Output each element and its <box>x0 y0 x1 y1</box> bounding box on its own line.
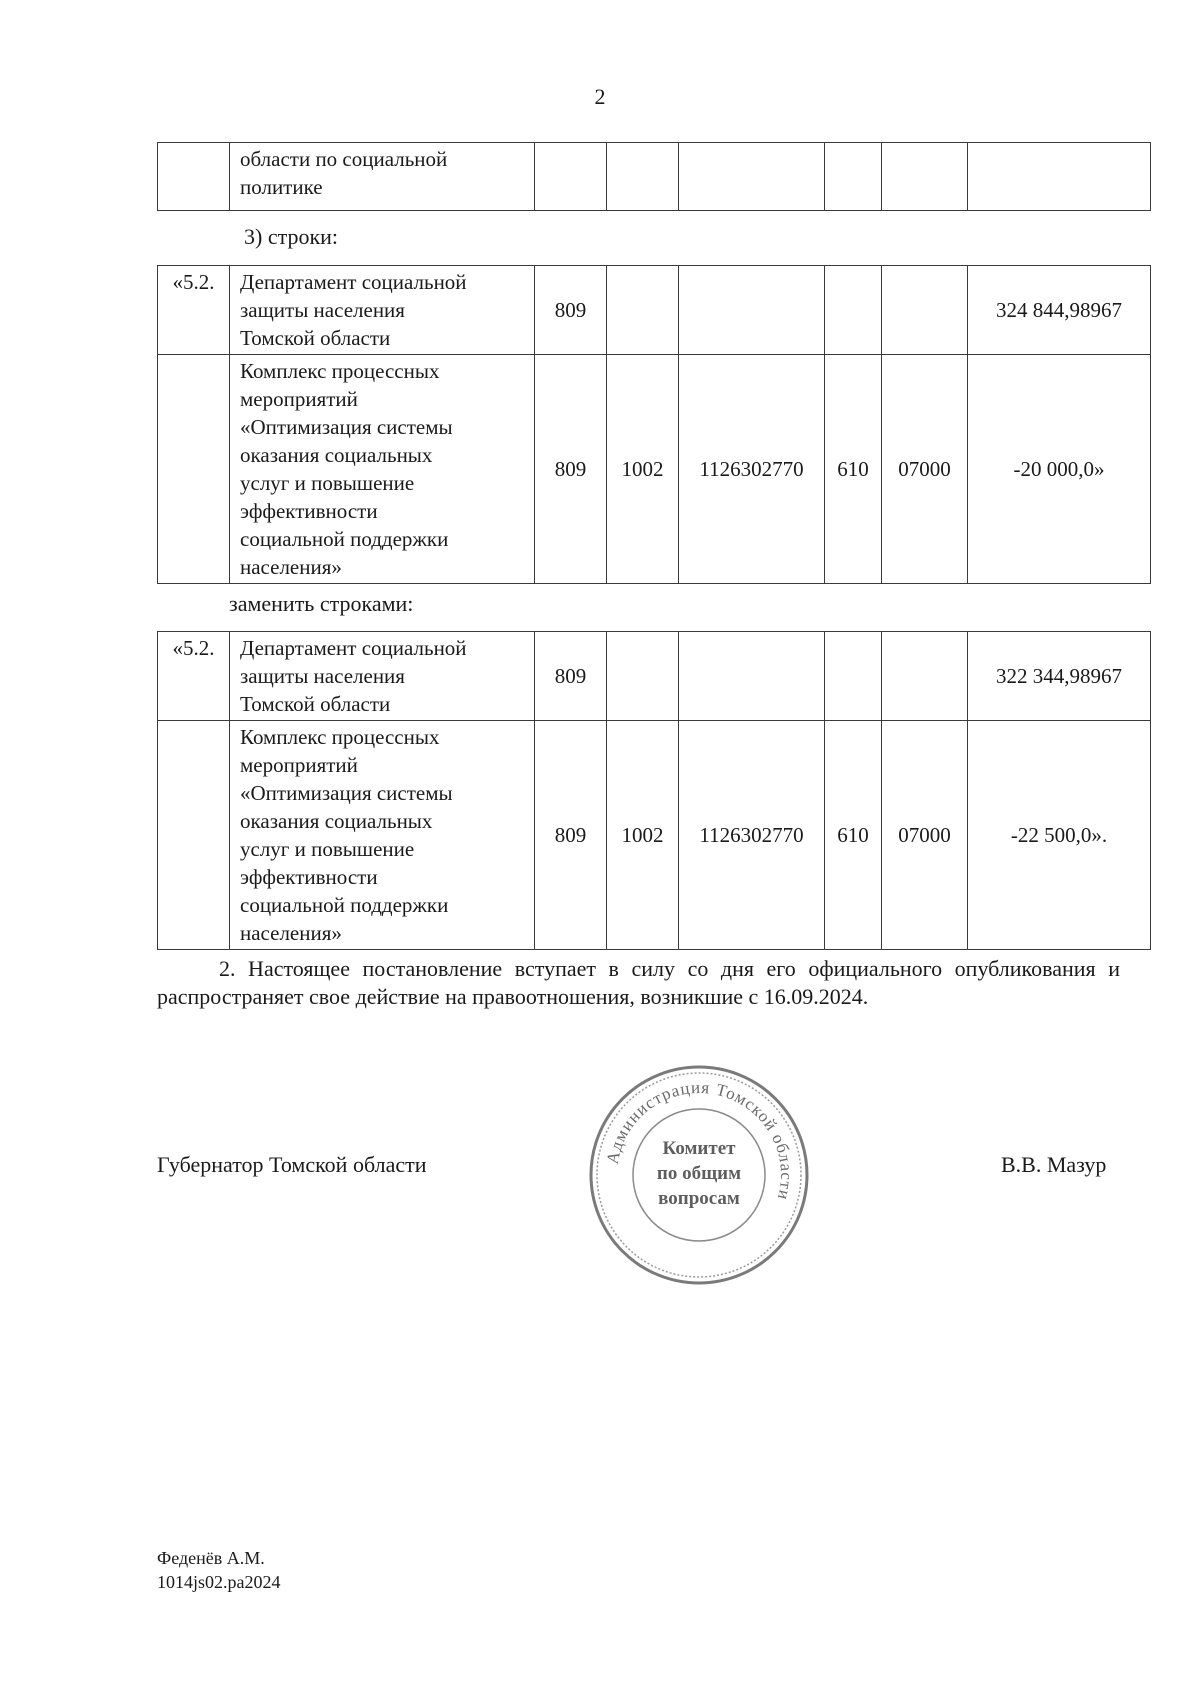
row-name: области по социальной политике <box>230 143 535 211</box>
label-replace: заменить строками: <box>229 591 414 616</box>
cell-section: 1002 <box>607 721 679 950</box>
page-number: 2 <box>594 84 606 109</box>
table-continuation <box>157 142 1151 211</box>
cell-type <box>825 632 882 721</box>
cell-target <box>679 632 825 721</box>
cell-type: 610 <box>825 355 882 584</box>
cell-type: 610 <box>825 721 882 950</box>
cell-section: 1002 <box>607 355 679 584</box>
cell-code: 809 <box>535 632 607 721</box>
table-old-rows <box>157 265 1151 584</box>
table-row <box>158 266 1151 355</box>
cell-target <box>679 266 825 355</box>
table-row <box>158 632 1151 721</box>
row-name: Комплекс процессных мероприятий «Оптимизация системы оказания социальных услуг и повышение эффективности социальной поддержки населения» <box>230 721 535 950</box>
row-number <box>158 355 230 584</box>
cell-amount: 324 844,98967 <box>968 266 1151 355</box>
official-stamp-icon <box>584 1060 814 1290</box>
cell-code: 809 <box>535 355 607 584</box>
row-number <box>158 721 230 950</box>
footer-author: Феденёв А.М. <box>157 1548 265 1568</box>
cell-target: 1126302770 <box>679 721 825 950</box>
cell-extra <box>882 266 968 355</box>
row-number: «5.2. <box>158 266 230 355</box>
row-number: «5.2. <box>158 632 230 721</box>
row-name: Департамент социальной защиты населения Томской области <box>230 266 535 355</box>
cell-extra: 07000 <box>882 355 968 584</box>
row-name: Департамент социальной защиты населения Томской области <box>230 632 535 721</box>
stamp-line-3: вопросам <box>658 1188 740 1209</box>
stamp-ring-text: Администрация Томской области <box>602 1077 797 1203</box>
table-new-rows <box>157 631 1151 950</box>
signatory-title: Губернатор Томской области <box>157 1152 427 1177</box>
table-row <box>158 721 1151 950</box>
paragraph-effective-date: 2. Настоящее постановление вступает в силу со дня его официального опубликования и распространяет свое действие на правоотношения, возникшие с 16.09.2024. <box>157 956 1120 1009</box>
cell-code: 809 <box>535 721 607 950</box>
row-name: Комплекс процессных мероприятий «Оптимизация системы оказания социальных услуг и повышение эффективности социальной поддержки населения» <box>230 355 535 584</box>
cell-code: 809 <box>535 266 607 355</box>
signatory-name: В.В. Мазур <box>1001 1152 1107 1177</box>
stamp-line-1: Комитет <box>662 1138 736 1159</box>
cell-amount: -22 500,0». <box>968 721 1151 950</box>
label-rows: 3) строки: <box>244 224 339 249</box>
cell-extra <box>882 632 968 721</box>
stamp-line-2: по общим <box>656 1163 742 1184</box>
cell-type <box>825 266 882 355</box>
footer <box>157 1546 281 1594</box>
cell-extra: 07000 <box>882 721 968 950</box>
footer-doc-code: 1014js02.pa2024 <box>157 1572 281 1592</box>
cell-amount: -20 000,0» <box>968 355 1151 584</box>
table-row <box>158 143 1151 211</box>
table-row <box>158 355 1151 584</box>
cell-amount: 322 344,98967 <box>968 632 1151 721</box>
cell-section <box>607 266 679 355</box>
cell-section <box>607 632 679 721</box>
cell-target: 1126302770 <box>679 355 825 584</box>
